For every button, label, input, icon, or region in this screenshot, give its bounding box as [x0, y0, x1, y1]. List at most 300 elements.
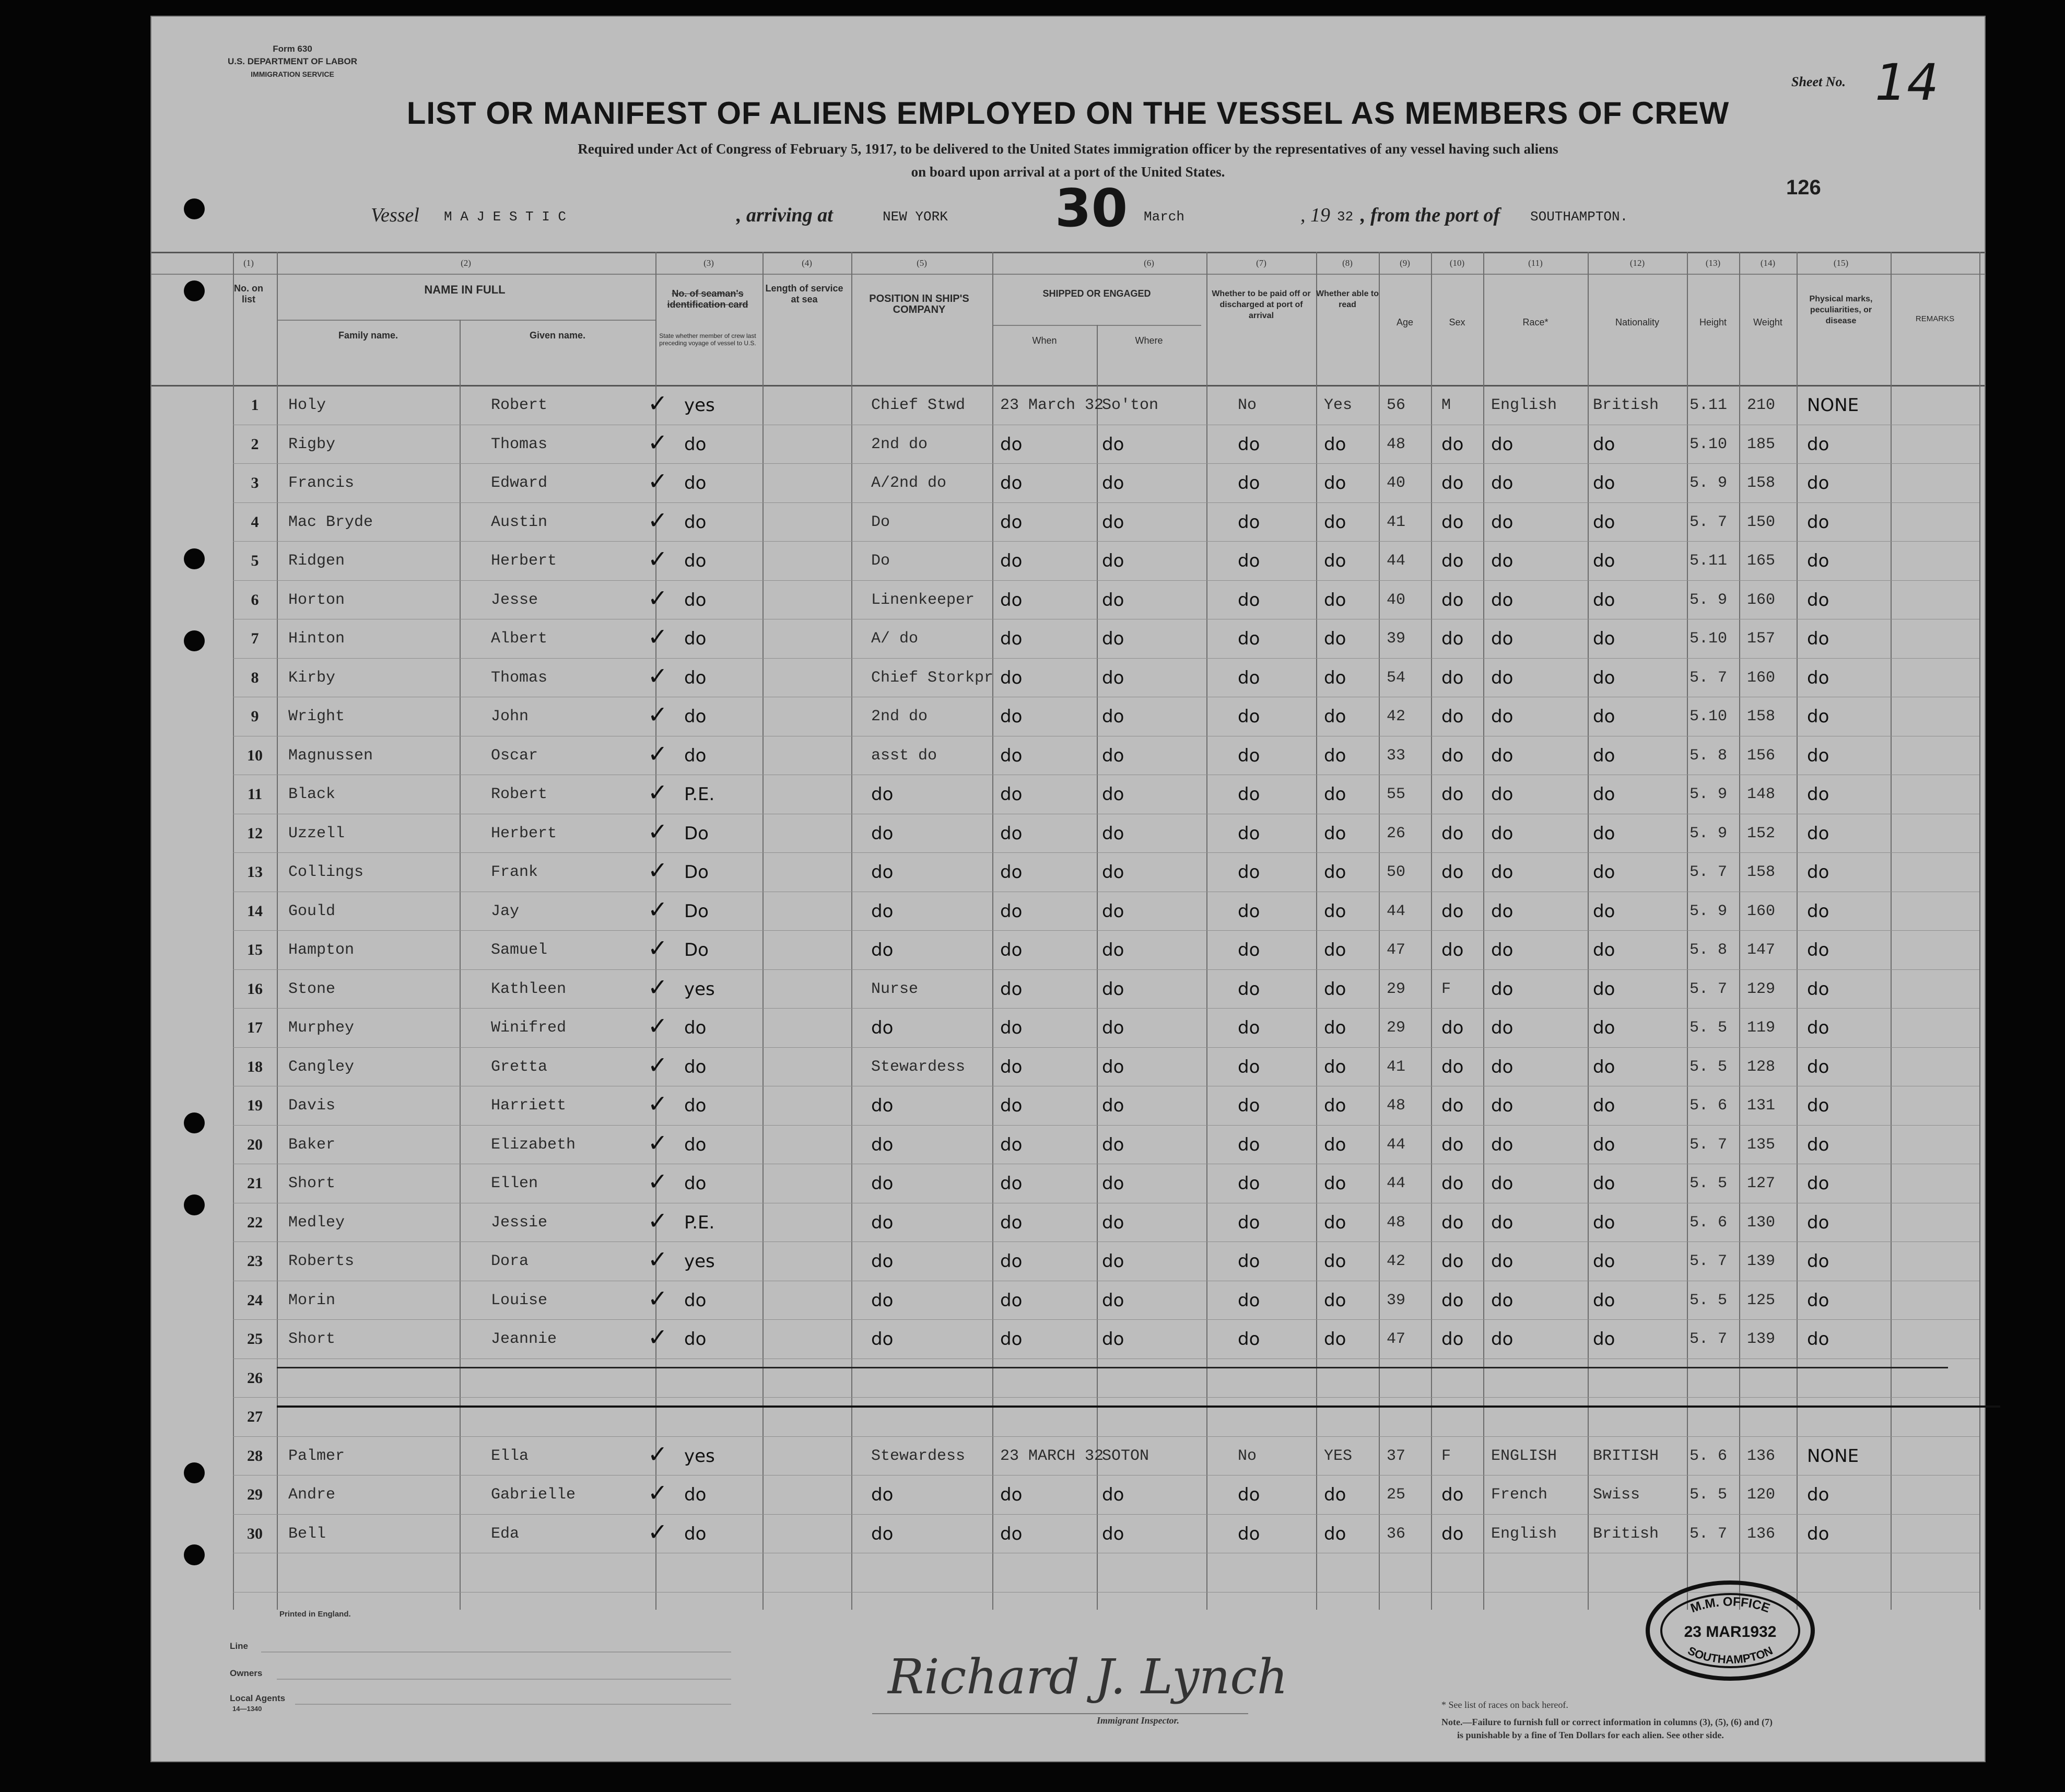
family-name: Wright: [288, 708, 345, 725]
height: 5. 9: [1689, 786, 1728, 803]
row-rule: [233, 541, 1979, 542]
given-name: Louise: [491, 1291, 548, 1309]
position: do: [871, 1251, 894, 1272]
race: French: [1491, 1486, 1548, 1504]
shipped-when: do: [1000, 862, 1023, 883]
weight: 185: [1747, 435, 1776, 453]
row-number: 6: [251, 591, 259, 608]
age: 44: [1387, 552, 1406, 570]
paid-off: do: [1238, 628, 1260, 649]
position: A/2nd do: [871, 474, 947, 492]
shipped-when: do: [1000, 551, 1023, 571]
race: do: [1491, 1329, 1513, 1350]
column-number: (5): [917, 258, 927, 268]
race: do: [1491, 551, 1513, 571]
col-header-family: Family name.: [338, 330, 398, 341]
row-number: 26: [247, 1369, 263, 1387]
family-name: Medley: [288, 1213, 345, 1232]
shipped-where: do: [1102, 1095, 1124, 1116]
weight: 152: [1747, 824, 1776, 842]
nationality: BRITISH: [1593, 1447, 1659, 1465]
weight: 158: [1747, 708, 1776, 725]
race: do: [1491, 1251, 1513, 1272]
nationality: do: [1593, 1173, 1615, 1194]
able-to-read: do: [1324, 1173, 1346, 1194]
race: do: [1491, 434, 1513, 455]
weight: 156: [1747, 746, 1776, 765]
shipped-when: do: [1000, 667, 1023, 688]
weight: 139: [1747, 1330, 1776, 1348]
shipped-when: do: [1000, 900, 1023, 922]
age: 44: [1387, 1175, 1406, 1192]
paid-off: do: [1238, 1134, 1260, 1155]
column-number: (8): [1342, 258, 1353, 268]
paid-off: do: [1238, 551, 1260, 571]
weight: 120: [1747, 1486, 1776, 1504]
arriving-label: , arriving at: [736, 204, 833, 226]
given-name: Thomas: [491, 669, 548, 687]
physical-marks: do: [1807, 1290, 1829, 1311]
position: Chief Stwd: [871, 396, 966, 414]
shipped-when: 23 March 32: [1000, 396, 1104, 414]
race: do: [1491, 1290, 1513, 1311]
family-name: Rigby: [288, 435, 336, 453]
family-name: Francis: [288, 474, 355, 492]
shipped-where: do: [1102, 940, 1124, 961]
given-name: Ella: [491, 1447, 529, 1465]
printed-note: Printed in England.: [279, 1610, 351, 1619]
nationality: do: [1593, 1329, 1615, 1350]
shipped-when: do: [1000, 823, 1023, 844]
able-to-read: do: [1324, 1484, 1346, 1505]
given-name: Jeannie: [491, 1330, 557, 1348]
sex: do: [1441, 784, 1464, 805]
row-number: 14: [247, 902, 263, 920]
sex: do: [1441, 706, 1464, 727]
owners-label: Owners: [230, 1668, 263, 1678]
family-name: Bell: [288, 1525, 326, 1543]
previous-voyage: yes: [684, 395, 715, 416]
age: 47: [1387, 1330, 1406, 1348]
row-rule: [233, 1241, 1979, 1242]
height: 5.11: [1689, 396, 1728, 414]
nationality: do: [1593, 628, 1615, 649]
row-number: 4: [251, 513, 259, 531]
sex: F: [1441, 980, 1451, 998]
able-to-read: do: [1324, 1134, 1346, 1155]
previous-voyage: Do: [684, 823, 709, 844]
column-number: (3): [703, 258, 714, 268]
previous-voyage: do: [684, 473, 707, 494]
checkmark-icon: ✓: [648, 895, 668, 923]
checkmark-icon: ✓: [648, 1167, 668, 1196]
given-name: Austin: [491, 513, 548, 531]
manifest-sheet: [150, 16, 1986, 1762]
shipped-when: 23 MARCH 32: [1000, 1447, 1104, 1465]
paid-off: do: [1238, 784, 1260, 805]
position: do: [871, 940, 894, 961]
inspector-label: Immigrant Inspector.: [1097, 1715, 1180, 1726]
paid-off: do: [1238, 862, 1260, 883]
shipped-when: do: [1000, 1017, 1023, 1038]
checkmark-icon: ✓: [648, 1206, 668, 1235]
height: 5. 9: [1689, 824, 1728, 842]
shipped-when: do: [1000, 1251, 1023, 1272]
sex: do: [1441, 1017, 1464, 1038]
height: 5. 8: [1689, 941, 1728, 959]
physical-marks: NONE: [1807, 395, 1859, 416]
penalty-note-1: Note.—Failure to furnish full or correct information in columns (3), (5), (6) and (7): [1441, 1717, 1773, 1727]
family-name: Davis: [288, 1097, 336, 1115]
previous-voyage: do: [684, 1523, 707, 1544]
sex: do: [1441, 473, 1464, 494]
penalty-note-2: is punishable by a fine of Ten Dollars for each alien. See other side.: [1457, 1730, 1724, 1740]
row-number: 1: [251, 396, 259, 414]
sex: do: [1441, 667, 1464, 688]
shipped-when: do: [1000, 1484, 1023, 1505]
paid-off: do: [1238, 900, 1260, 922]
height: 5. 5: [1689, 1019, 1728, 1037]
row-rule: [233, 1125, 1979, 1126]
given-name: John: [491, 708, 529, 725]
position: A/ do: [871, 630, 919, 648]
row-number: 19: [247, 1097, 263, 1114]
given-name: Jay: [491, 902, 520, 920]
age: 37: [1387, 1447, 1406, 1465]
nationality: do: [1593, 1056, 1615, 1077]
race: do: [1491, 667, 1513, 688]
row-rule: [233, 930, 1979, 931]
paid-off: do: [1238, 1290, 1260, 1311]
sheet-label: Sheet No.: [1791, 74, 1846, 89]
checkmark-icon: ✓: [648, 1479, 668, 1507]
family-name: Morin: [288, 1291, 336, 1309]
sex: do: [1441, 1095, 1464, 1116]
race: do: [1491, 823, 1513, 844]
nationality: do: [1593, 784, 1615, 805]
arrival-day: 30: [1055, 178, 1128, 239]
given-name: Robert: [491, 396, 548, 414]
age: 39: [1387, 1291, 1406, 1309]
row-number: 15: [247, 941, 263, 958]
physical-marks: do: [1807, 1212, 1829, 1233]
weight: 160: [1747, 591, 1776, 609]
height: 5. 7: [1689, 1525, 1728, 1543]
shipped-when: do: [1000, 1173, 1023, 1194]
row-rule: [233, 1358, 1979, 1359]
physical-marks: do: [1807, 628, 1829, 649]
col-header-card: No. of seaman's identification card: [667, 288, 748, 310]
height: 5. 7: [1689, 980, 1728, 998]
paid-off: do: [1238, 1251, 1260, 1272]
checkmark-icon: ✓: [648, 428, 668, 456]
nationality: do: [1593, 551, 1615, 571]
race: do: [1491, 628, 1513, 649]
age: 44: [1387, 902, 1406, 920]
previous-voyage: Do: [684, 862, 709, 883]
height: 5. 5: [1689, 1058, 1728, 1076]
age: 29: [1387, 1019, 1406, 1037]
physical-marks: do: [1807, 1484, 1829, 1505]
family-name: Uzzell: [288, 824, 345, 842]
family-name: Short: [288, 1175, 336, 1192]
agents-label: Local Agents: [230, 1693, 286, 1703]
weight: 130: [1747, 1213, 1776, 1232]
col-header-race: Race*: [1522, 317, 1548, 327]
height: 5.10: [1689, 435, 1728, 453]
nationality: do: [1593, 1290, 1615, 1311]
shipped-when: do: [1000, 1095, 1023, 1116]
race: do: [1491, 1095, 1513, 1116]
checkmark-icon: ✓: [648, 1323, 668, 1351]
row-rule: [233, 580, 1979, 581]
sex: do: [1441, 900, 1464, 922]
stamp-bottom-text: SOUTHAMPTON: [1685, 1644, 1775, 1666]
row-number: 13: [247, 863, 263, 881]
checkmark-icon: ✓: [648, 1050, 668, 1079]
row-number: 3: [251, 474, 259, 491]
col-header-sex: Sex: [1449, 317, 1465, 327]
nationality: British: [1593, 1525, 1659, 1543]
previous-voyage: do: [684, 706, 707, 727]
able-to-read: do: [1324, 823, 1346, 844]
col-header-given: Given name.: [529, 330, 586, 341]
height: 5.11: [1689, 552, 1728, 570]
inspector-signature: Richard J. Lynch: [888, 1649, 1288, 1705]
sex: do: [1441, 823, 1464, 844]
position: 2nd do: [871, 435, 928, 453]
row-number: 18: [247, 1058, 263, 1075]
paid-off: do: [1238, 823, 1260, 844]
row-rule: [233, 1319, 1979, 1320]
shipped-when: do: [1000, 1212, 1023, 1233]
shipped-where: do: [1102, 1329, 1124, 1350]
name-subheader-rule: [277, 320, 655, 321]
nationality: do: [1593, 1134, 1615, 1155]
given-name: Dora: [491, 1252, 529, 1270]
height: 5. 6: [1689, 1097, 1728, 1115]
row-number: 24: [247, 1291, 263, 1309]
given-name: Samuel: [491, 941, 548, 959]
weight: 160: [1747, 669, 1776, 687]
family-name: Magnussen: [288, 746, 373, 765]
stamp-date: 23 MAR1932: [1684, 1623, 1777, 1641]
paid-off: do: [1238, 1484, 1260, 1505]
race: do: [1491, 940, 1513, 961]
weight: 131: [1747, 1097, 1776, 1115]
physical-marks: do: [1807, 1095, 1829, 1116]
given-name: Harriett: [491, 1097, 567, 1115]
owners-field: [277, 1679, 731, 1680]
height: 5. 5: [1689, 1175, 1728, 1192]
race: do: [1491, 706, 1513, 727]
shipped-where: do: [1102, 900, 1124, 922]
weight: 119: [1747, 1019, 1776, 1037]
race: do: [1491, 473, 1513, 494]
nationality: do: [1593, 1095, 1615, 1116]
sex: do: [1441, 1523, 1464, 1544]
physical-marks: do: [1807, 900, 1829, 922]
sex: do: [1441, 940, 1464, 961]
sex: F: [1441, 1447, 1451, 1465]
physical-marks: do: [1807, 784, 1829, 805]
col-header-weight: Weight: [1753, 317, 1782, 327]
row-rule: [233, 1514, 1979, 1515]
height: 5. 9: [1689, 591, 1728, 609]
previous-voyage: do: [684, 1290, 707, 1311]
race: do: [1491, 589, 1513, 611]
arriving-port: NEW YORK: [883, 209, 948, 225]
given-name: Herbert: [491, 824, 557, 842]
nationality: do: [1593, 1017, 1615, 1038]
col-header-no: No. on list: [234, 283, 263, 304]
row-number: 28: [247, 1447, 263, 1465]
checkmark-icon: ✓: [648, 700, 668, 729]
weight: 125: [1747, 1291, 1776, 1309]
height: 5. 8: [1689, 746, 1728, 765]
sex: do: [1441, 589, 1464, 611]
previous-voyage: do: [684, 1095, 707, 1116]
shipped-where: do: [1102, 667, 1124, 688]
physical-marks: do: [1807, 1056, 1829, 1077]
row-number: 2: [251, 435, 259, 453]
given-name: Thomas: [491, 435, 548, 453]
nationality: do: [1593, 706, 1615, 727]
nationality: do: [1593, 745, 1615, 766]
paid-off: do: [1238, 706, 1260, 727]
given-name: Frank: [491, 863, 538, 881]
nationality: do: [1593, 978, 1615, 1000]
weight: 158: [1747, 474, 1776, 492]
position: do: [871, 1173, 894, 1194]
sheet-number: 14: [1875, 53, 1939, 112]
paid-off: do: [1238, 1329, 1260, 1350]
physical-marks: do: [1807, 940, 1829, 961]
position: do: [871, 1523, 894, 1544]
able-to-read: do: [1324, 706, 1346, 727]
vessel-name: M A J E S T I C: [444, 209, 567, 225]
physical-marks: do: [1807, 1329, 1829, 1350]
position: Nurse: [871, 980, 919, 998]
col-header-paid: Whether to be paid off or discharged at port of arrival: [1212, 289, 1311, 320]
shipped-where: do: [1102, 434, 1124, 455]
family-name: Black: [288, 786, 336, 803]
shipped-where: So'ton: [1102, 396, 1159, 414]
col-header-when: When: [1032, 335, 1057, 346]
nationality: do: [1593, 434, 1615, 455]
position: Stewardess: [871, 1447, 966, 1465]
age: 54: [1387, 669, 1406, 687]
race: do: [1491, 511, 1513, 533]
paid-off: No: [1238, 1447, 1257, 1465]
shipped-when: do: [1000, 1329, 1023, 1350]
checkmark-icon: ✓: [648, 739, 668, 768]
sex: do: [1441, 1056, 1464, 1077]
age: 55: [1387, 786, 1406, 803]
family-name: Horton: [288, 591, 345, 609]
sex: do: [1441, 1251, 1464, 1272]
column-number: (10): [1449, 258, 1465, 268]
row-rule: [233, 658, 1979, 659]
previous-voyage: do: [684, 745, 707, 766]
shipped-where: do: [1102, 1134, 1124, 1155]
department-name: U.S. DEPARTMENT OF LABOR: [227, 56, 358, 66]
height: 5. 7: [1689, 669, 1728, 687]
shipped-when: do: [1000, 434, 1023, 455]
able-to-read: do: [1324, 1290, 1346, 1311]
sex: do: [1441, 628, 1464, 649]
column-number-rule: [151, 274, 1985, 275]
row-rule: [233, 1397, 1979, 1398]
column-number: (9): [1400, 258, 1410, 268]
requirement-line-1: Required under Act of Congress of February 5, 1917, to be delivered to the United States immigration officer by the representatives of any vessel having such aliens: [578, 141, 1558, 157]
given-name: Edward: [491, 474, 548, 492]
given-name: Albert: [491, 630, 548, 648]
physical-marks: do: [1807, 1134, 1829, 1155]
previous-voyage: do: [684, 1017, 707, 1038]
row-number: 21: [247, 1175, 263, 1192]
column-number: (13): [1705, 258, 1721, 268]
col-header-length: Length of service at sea: [765, 283, 843, 304]
nationality: do: [1593, 667, 1615, 688]
previous-voyage: do: [684, 1484, 707, 1505]
able-to-read: do: [1324, 940, 1346, 961]
weight: 139: [1747, 1252, 1776, 1270]
family-name: Cangley: [288, 1058, 355, 1076]
sex: do: [1441, 1212, 1464, 1233]
physical-marks: do: [1807, 1251, 1829, 1272]
shipped-when: do: [1000, 1134, 1023, 1155]
able-to-read: do: [1324, 1251, 1346, 1272]
checkmark-icon: ✓: [648, 1128, 668, 1157]
physical-marks: do: [1807, 667, 1829, 688]
position: do: [871, 1212, 894, 1233]
physical-marks: do: [1807, 589, 1829, 611]
age: 47: [1387, 941, 1406, 959]
shipped-where: do: [1102, 1251, 1124, 1272]
able-to-read: do: [1324, 667, 1346, 688]
weight: 148: [1747, 786, 1776, 803]
crew-table: [151, 17, 1985, 1761]
col-header-physical: Physical marks, peculiarities, or disease: [1809, 295, 1873, 325]
shipped-when: do: [1000, 745, 1023, 766]
header-bottom-rule: [151, 385, 1985, 386]
family-name: Murphey: [288, 1019, 355, 1037]
family-name: Kirby: [288, 669, 336, 687]
row-26-strike: [277, 1367, 1948, 1368]
arrival-year: 32: [1337, 209, 1354, 225]
age: 39: [1387, 630, 1406, 648]
checkmark-icon: ✓: [648, 583, 668, 612]
paid-off: do: [1238, 667, 1260, 688]
previous-voyage: do: [684, 434, 707, 455]
row-27-strike: [277, 1406, 2000, 1408]
given-name: Robert: [491, 786, 548, 803]
sex: do: [1441, 434, 1464, 455]
sex: do: [1441, 1134, 1464, 1155]
race: do: [1491, 1134, 1513, 1155]
age: 48: [1387, 1213, 1406, 1232]
physical-marks: do: [1807, 473, 1829, 494]
physical-marks: do: [1807, 1523, 1829, 1544]
column-number: (11): [1528, 258, 1543, 268]
sex: do: [1441, 511, 1464, 533]
shipped-where: do: [1102, 1173, 1124, 1194]
shipped-where: do: [1102, 511, 1124, 533]
paid-off: do: [1238, 1173, 1260, 1194]
able-to-read: do: [1324, 1329, 1346, 1350]
checkmark-icon: ✓: [648, 545, 668, 573]
